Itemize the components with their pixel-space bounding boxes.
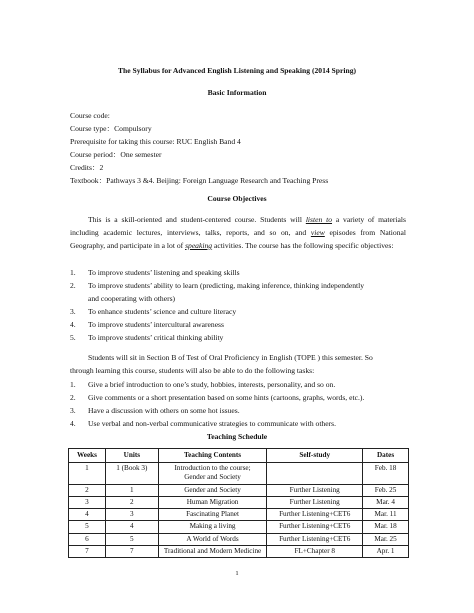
textbook: Textbook：Pathways 3 &4. Beijing: Foreign Language Research and Teaching Press bbox=[70, 176, 329, 185]
cell-date: Apr. 1 bbox=[363, 545, 409, 557]
tope-line-2: through learning this course, students will also be able to do the following tasks: bbox=[70, 366, 315, 375]
document-title: The Syllabus for Advanced English Listening and Speaking (2014 Spring) bbox=[117, 66, 357, 75]
basic-info-heading: Basic Information bbox=[207, 88, 267, 97]
col-header-dates: Dates bbox=[363, 449, 409, 463]
speaking-emphasis: speaking bbox=[185, 241, 213, 250]
col-header-self-study: Self-study bbox=[267, 449, 363, 463]
course-objectives-heading: Course Objectives bbox=[207, 194, 267, 203]
cell-week: 7 bbox=[69, 545, 106, 557]
objective-item-2-cont: and cooperating with others) bbox=[88, 294, 176, 303]
cell-week: 1 bbox=[69, 463, 106, 484]
objectives-text-2: a variety of materials including academic lectures, interviews, talks, reports, and so on, and bbox=[70, 215, 406, 237]
objectives-paragraph bbox=[70, 213, 406, 252]
cell-unit: 3 bbox=[105, 509, 158, 521]
cell-unit: 4 bbox=[105, 521, 158, 533]
cell-content: Human Migration bbox=[158, 496, 267, 508]
cell-self-study: Further Listening+CET6 bbox=[267, 521, 363, 533]
objective-item-3: 3. To enhance students’ science and culture literacy bbox=[70, 307, 237, 316]
cell-date: Feb. 18 bbox=[363, 463, 409, 484]
cell-date: Mar. 4 bbox=[363, 496, 409, 508]
cell-week: 5 bbox=[69, 521, 106, 533]
cell-content: A World of Words bbox=[158, 533, 267, 545]
cell-unit: 1 bbox=[105, 484, 158, 496]
table-row bbox=[69, 533, 409, 545]
listen-to-emphasis: listen to bbox=[305, 215, 333, 224]
page-number: 1 bbox=[235, 570, 239, 577]
teaching-schedule-table bbox=[68, 448, 409, 558]
credits: Credits：2 bbox=[70, 163, 104, 172]
course-type: Course type：Compulsory bbox=[70, 124, 152, 133]
cell-date: Mar. 25 bbox=[363, 533, 409, 545]
cell-self-study: Further Listening+CET6 bbox=[267, 509, 363, 521]
cell-self-study bbox=[267, 463, 363, 484]
cell-date: Feb. 25 bbox=[363, 484, 409, 496]
objective-item-2: 2. To improve students’ ability to learn (predicting, making inference, thinking independently bbox=[70, 281, 365, 290]
cell-unit: 2 bbox=[105, 496, 158, 508]
cell-week: 3 bbox=[69, 496, 106, 508]
tope-line-1: Students will sit in Section B of Test of Oral Proficiency in English (TOPE ) this semester. So bbox=[88, 353, 373, 362]
col-header-teaching-contents: Teaching Contents bbox=[158, 449, 267, 463]
objective-item-4: 4. To improve students’ intercultural awareness bbox=[70, 320, 224, 329]
objective-item-1: 1. To improve students’ listening and speaking skills bbox=[70, 268, 240, 277]
objective-item-5: 5. To improve students’ critical thinking ability bbox=[70, 333, 224, 342]
cell-self-study: Further Listening bbox=[267, 496, 363, 508]
cell-date: Mar. 18 bbox=[363, 521, 409, 533]
col-header-weeks: Weeks bbox=[69, 449, 106, 463]
cell-week: 6 bbox=[69, 533, 106, 545]
view-emphasis: view bbox=[310, 228, 325, 237]
teaching-schedule-heading: Teaching Schedule bbox=[206, 432, 268, 441]
table-row bbox=[69, 521, 409, 533]
cell-self-study: Further Listening+CET6 bbox=[267, 533, 363, 545]
cell-week: 2 bbox=[69, 484, 106, 496]
objectives-text-4: activities. The course has the following specific objectives: bbox=[212, 241, 394, 250]
col-header-units: Units bbox=[105, 449, 158, 463]
cell-week: 4 bbox=[69, 509, 106, 521]
cell-content: Fascinating Planet bbox=[158, 509, 267, 521]
cell-content: Gender and Society bbox=[158, 484, 267, 496]
table-row bbox=[69, 496, 409, 508]
task-item-2: 2. Give comments or a short presentation based on some hints (cartoons, graphs, words, etc.). bbox=[70, 393, 365, 402]
task-item-4: 4. Use verbal and non-verbal communicative strategies to communicate with others. bbox=[70, 419, 336, 428]
task-item-3: 3. Have a discussion with others on some hot issues. bbox=[70, 406, 240, 415]
objectives-text-3: episodes from National Geography, and participate in a lot of bbox=[70, 228, 406, 250]
cell-content: Traditional and Modern Medicine bbox=[158, 545, 267, 557]
cell-unit: 1 (Book 3) bbox=[105, 463, 158, 484]
objectives-text-1: This is a skill-oriented and student-centered course. Students will bbox=[88, 215, 306, 224]
cell-self-study: Further Listening bbox=[267, 484, 363, 496]
table-row bbox=[69, 463, 409, 484]
task-item-1: 1. Give a brief introduction to one’s study, hobbies, interests, personality, and so on. bbox=[70, 380, 336, 389]
cell-content: Making a living bbox=[158, 521, 267, 533]
table-row bbox=[69, 509, 409, 521]
cell-date: Mar. 11 bbox=[363, 509, 409, 521]
cell-unit: 5 bbox=[105, 533, 158, 545]
cell-self-study: FL+Chapter 8 bbox=[267, 545, 363, 557]
prerequisite: Prerequisite for taking this course: RUC English Band 4 bbox=[70, 137, 241, 146]
table-row bbox=[69, 545, 409, 557]
table-row bbox=[69, 484, 409, 496]
cell-unit: 7 bbox=[105, 545, 158, 557]
cell-content: Introduction to the course; Gender and Society bbox=[158, 463, 267, 484]
table-header-row bbox=[69, 449, 409, 463]
course-period: Course period：One semester bbox=[70, 150, 162, 159]
course-code: Course code: bbox=[70, 111, 110, 120]
